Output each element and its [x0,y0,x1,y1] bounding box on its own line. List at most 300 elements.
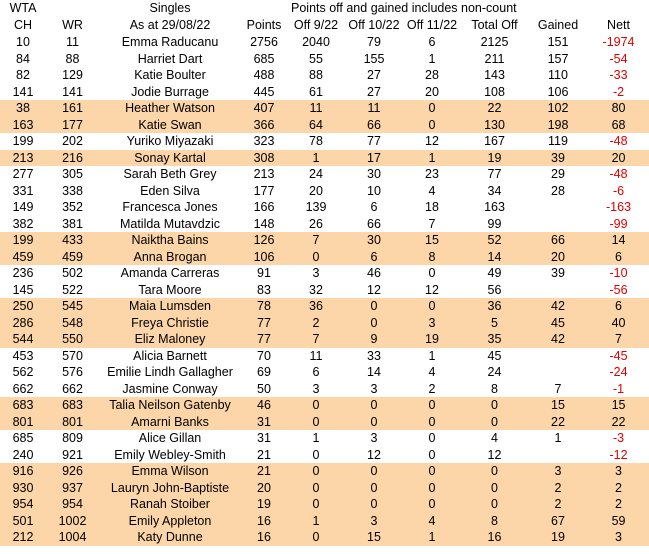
table-row [0,315,649,332]
cell-wr: 576 [62,365,83,379]
cell-player-name: Sarah Beth Grey [123,167,217,181]
cell-off-11-22: 18 [425,200,439,214]
cell-gained: 39 [551,266,565,280]
cell-off-11-22: 1 [403,150,461,167]
cell-wr: 1004 [46,529,99,546]
cell-gained: 1 [554,431,562,445]
cell-total-off: 14 [461,249,528,266]
cell-nett: -48 [609,134,628,148]
cell-off-11-22: 1 [428,348,436,363]
cell-off-10-22: 15 [345,529,403,546]
cell-player-name: Eliz Maloney [99,331,241,348]
cell-off-9-22: 0 [287,496,345,513]
cell-off-9-22: 0 [287,397,345,414]
cell-player-name: Alicia Barnett [133,348,207,363]
cell-gained: 29 [551,167,565,181]
cell-gained: 66 [528,232,588,249]
cell-off-9-22: 2 [287,315,345,332]
cell-off-10-22: 10 [367,183,381,198]
cell-player-name: Heather Watson [99,100,241,117]
cell-off-11-22: 4 [428,365,436,379]
cell-off-10-22: 79 [367,35,381,49]
cell-off-11-22: 0 [428,447,436,462]
cell-player-name: Tara Moore [138,282,202,297]
cell-off-10-22: 3 [345,513,403,530]
table-row [0,447,649,464]
cell-off-9-22: 0 [287,414,345,431]
cell-off-10-22: 11 [345,100,403,117]
cell-off-10-22: 3 [370,431,378,445]
cell-nett: -99 [609,216,628,231]
cell-nett: 22 [588,414,649,431]
header-gained: Gained [537,18,579,32]
cell-player-name: Ranah Stoiber [99,496,241,513]
cell-nett: 7 [588,331,649,348]
cell-player-name: Matilda Mutavdzic [119,216,221,231]
header-nett: Nett [607,18,630,32]
cell-off-10-22: 155 [363,51,385,66]
cell-total-off: 16 [461,529,528,546]
cell-points: 148 [253,216,275,231]
cell-ch: 382 [12,216,34,231]
header-empty [46,0,99,17]
cell-ch: 213 [0,150,46,167]
cell-points: 31 [241,414,287,431]
cell-ch: 250 [0,298,46,315]
cell-gained: 151 [547,35,569,49]
cell-nett: -2 [612,84,625,99]
cell-ch: 562 [12,365,34,379]
cell-off-11-22: 15 [403,232,461,249]
cell-gained: 15 [528,397,588,414]
table-row [0,216,649,233]
cell-off-11-22: 0 [403,298,461,315]
header-as-at: As at 29/08/22 [129,18,211,32]
cell-points: 69 [257,365,271,379]
cell-player-name: Jasmine Conway [122,381,218,396]
cell-ch: 199 [12,134,34,148]
cell-gained: 119 [548,134,568,148]
table-row [0,133,649,150]
cell-off-10-22: 66 [345,117,403,134]
cell-points: 77 [241,331,287,348]
table-row [0,199,649,216]
cell-ch: 141 [12,84,34,99]
cell-player-name: Emily Webley-Smith [114,447,226,462]
cell-total-off: 0 [461,480,528,497]
cell-gained [528,348,588,365]
cell-off-9-22: 11 [309,348,323,363]
cell-gained [528,447,588,464]
cell-points: 445 [253,84,275,99]
cell-off-9-22: 0 [287,480,345,497]
cell-total-off: 45 [487,348,502,363]
table-row [0,51,649,68]
cell-wr: 809 [62,431,83,445]
cell-off-9-22: 7 [287,232,345,249]
cell-gained: 28 [551,183,565,198]
cell-off-9-22: 61 [309,84,323,99]
cell-ch: 501 [0,513,46,530]
cell-off-11-22: 4 [403,513,461,530]
cell-ch: 453 [12,348,34,363]
cell-off-9-22: 1 [287,513,345,530]
cell-ch: 163 [0,117,46,134]
header-ch: CH [13,18,33,32]
cell-gained: 20 [528,249,588,266]
cell-off-9-22: 24 [309,167,323,181]
cell-nett: 3 [588,463,649,480]
cell-off-10-22: 14 [367,365,381,379]
cell-wr: 338 [62,183,83,198]
cell-off-11-22: 4 [428,183,436,198]
cell-ch: 286 [0,315,46,332]
cell-player-name: Sonay Kartal [99,150,241,167]
cell-off-9-22: 3 [312,381,320,396]
cell-ch: 954 [0,496,46,513]
cell-points: 83 [257,282,271,297]
cell-off-9-22: 0 [287,463,345,480]
cell-points: 323 [253,134,275,148]
cell-ch: 930 [0,480,46,497]
cell-total-off: 2125 [480,35,509,49]
cell-off-9-22: 55 [309,51,323,66]
cell-total-off: 8 [491,381,498,396]
cell-total-off: 19 [461,150,528,167]
cell-wr: 141 [62,84,83,99]
cell-total-off: 56 [487,282,502,297]
cell-off-10-22: 6 [345,249,403,266]
cell-wr: 11 [66,35,79,49]
cell-total-off: 0 [461,414,528,431]
cell-wr: 545 [46,298,99,315]
cell-points: 488 [253,68,275,82]
cell-wr: 570 [62,348,83,363]
cell-off-9-22: 26 [309,216,323,231]
cell-off-11-22: 0 [428,266,436,280]
cell-wr: 502 [62,266,83,280]
table-row [0,249,649,266]
cell-total-off: 0 [461,463,528,480]
cell-off-10-22: 0 [345,414,403,431]
cell-nett: 6 [588,249,649,266]
cell-off-9-22: 36 [287,298,345,315]
cell-off-10-22: 27 [367,68,381,82]
table-row [0,364,649,381]
cell-off-10-22: 0 [345,397,403,414]
cell-nett: -3 [612,431,625,445]
cell-off-11-22: 0 [428,431,436,445]
cell-off-11-22: 0 [403,463,461,480]
cell-off-10-22: 0 [345,298,403,315]
cell-off-9-22: 7 [287,331,345,348]
cell-wr: 433 [46,232,99,249]
cell-off-11-22: 23 [425,167,439,181]
cell-total-off: 0 [461,397,528,414]
cell-total-off: 49 [487,266,502,280]
cell-ch: 685 [12,431,34,445]
cell-wr: 1002 [46,513,99,530]
cell-off-11-22: 0 [403,414,461,431]
cell-nett: -24 [609,365,628,379]
cell-off-9-22: 0 [312,447,320,462]
cell-points: 106 [241,249,287,266]
header-off-11-22: Off 11/22 [406,18,458,32]
cell-ch: 82 [16,68,30,82]
cell-off-11-22: 1 [403,529,461,546]
cell-points: 2756 [250,35,278,49]
cell-points: 78 [241,298,287,315]
cell-gained [528,282,588,299]
cell-gained [528,199,588,216]
cell-nett: -45 [609,348,628,363]
cell-off-11-22: 7 [428,216,436,231]
cell-off-11-22: 8 [403,249,461,266]
cell-total-off: 143 [484,68,505,82]
cell-wr: 129 [62,68,83,82]
cell-gained: 198 [528,117,588,134]
cell-off-11-22: 0 [403,480,461,497]
cell-points: 308 [241,150,287,167]
cell-player-name: Yuriko Miyazaki [126,134,214,148]
cell-points: 21 [257,447,271,462]
cell-nett: -12 [609,447,628,462]
cell-off-10-22: 0 [345,480,403,497]
cell-nett: -56 [609,282,628,297]
cell-player-name: Jodie Burrage [131,84,209,99]
header-row-1 [0,0,649,17]
cell-total-off: 8 [461,513,528,530]
cell-ch: 38 [0,100,46,117]
cell-off-10-22: 3 [370,381,378,396]
cell-points: 16 [241,513,287,530]
cell-ch: 236 [12,266,34,280]
cell-off-9-22: 1 [312,431,320,445]
cell-player-name: Alice Gillan [138,431,202,445]
cell-points: 407 [241,100,287,117]
cell-off-11-22: 2 [428,381,436,396]
cell-points: 685 [253,51,275,66]
table-row [0,397,649,414]
cell-off-10-22: 0 [345,315,403,332]
cell-off-9-22: 20 [309,183,323,198]
cell-ch: 84 [16,51,30,66]
table-row [0,463,649,480]
cell-player-name: Emma Raducanu [121,35,219,49]
cell-nett: 6 [588,298,649,315]
cell-player-name: Katie Boulter [134,68,206,82]
cell-points: 91 [257,266,271,280]
cell-points: 19 [241,496,287,513]
cell-total-off: 108 [484,84,505,99]
cell-off-9-22: 2040 [302,35,330,49]
cell-ch: 212 [0,529,46,546]
cell-wr: 662 [62,381,83,396]
cell-gained: 157 [547,51,569,66]
cell-player-name: Lauryn John-Baptiste [99,480,241,497]
cell-off-11-22: 20 [425,84,439,99]
cell-gained: 110 [548,68,568,82]
header-wr: WR [62,18,83,32]
cell-total-off: 12 [487,447,502,462]
cell-nett: 15 [588,397,649,414]
cell-nett: -1974 [602,35,635,49]
cell-wr: 937 [46,480,99,497]
cell-wr: 522 [62,282,83,297]
cell-off-11-22: 1 [428,51,436,66]
cell-total-off: 77 [487,167,502,181]
cell-off-10-22: 77 [367,134,381,148]
cell-off-10-22: 6 [370,200,378,214]
header-total-off: Total Off [471,18,518,32]
cell-points: 166 [253,200,275,214]
header-row-2 [0,17,649,34]
cell-ch: 662 [12,381,34,396]
cell-gained [528,216,588,233]
cell-nett: 14 [588,232,649,249]
cell-off-10-22: 0 [345,496,403,513]
header-wta: WTA [9,1,37,15]
table-row [0,348,649,365]
cell-player-name: Emma Wilson [99,463,241,480]
cell-off-10-22: 9 [345,331,403,348]
cell-nett: -48 [609,167,628,181]
cell-total-off: 4 [491,431,498,445]
cell-total-off: 36 [461,298,528,315]
cell-points: 70 [257,348,271,363]
cell-player-name: Anna Brogan [99,249,241,266]
cell-off-9-22: 64 [287,117,345,134]
cell-total-off: 211 [484,51,505,66]
cell-ch: 277 [12,167,34,181]
table-row [0,265,649,282]
cell-nett: -54 [609,51,628,66]
cell-total-off: 0 [461,496,528,513]
cell-nett: 80 [588,100,649,117]
cell-total-off: 24 [487,365,502,379]
cell-player-name: Talia Neilson Gatenby [99,397,241,414]
cell-ch: 240 [12,447,34,462]
cell-off-10-22: 27 [367,84,381,99]
cell-off-11-22: 12 [425,134,439,148]
cell-off-11-22: 0 [403,397,461,414]
cell-gained: 19 [528,529,588,546]
cell-off-11-22: 12 [425,282,439,297]
cell-off-9-22: 11 [287,100,345,117]
table-row [0,282,649,299]
cell-wr: 202 [62,134,83,148]
table-row [0,480,649,497]
cell-gained: 39 [528,150,588,167]
cell-gained: 7 [554,381,562,396]
cell-wr: 88 [65,51,80,66]
cell-points: 213 [253,167,275,181]
cell-player-name: Eden Silva [140,183,200,198]
cell-nett: 40 [588,315,649,332]
table-row [0,331,649,348]
cell-player-name: Emilie Lindh Gallagher [107,365,233,379]
table-row [0,430,649,447]
table-row [0,232,649,249]
cell-off-11-22: 0 [403,496,461,513]
cell-gained: 106 [547,84,569,99]
cell-off-10-22: 0 [345,463,403,480]
table-row [0,166,649,183]
cell-ch: 149 [12,200,34,214]
cell-points: 366 [241,117,287,134]
cell-gained: 42 [528,331,588,348]
cell-off-10-22: 46 [367,266,381,280]
cell-total-off: 35 [461,331,528,348]
cell-off-10-22: 30 [367,167,381,181]
cell-player-name: Maia Lumsden [99,298,241,315]
cell-off-11-22: 19 [403,331,461,348]
cell-player-name: Amanda Carreras [120,266,220,280]
cell-total-off: 5 [461,315,528,332]
cell-off-10-22: 66 [367,216,381,231]
table-row [0,529,649,546]
cell-wr: 801 [46,414,99,431]
cell-gained: 22 [528,414,588,431]
cell-ch: 145 [12,282,34,297]
cell-player-name: Amarni Banks [99,414,241,431]
cell-off-11-22: 0 [403,100,461,117]
cell-player-name: Katie Swan [99,117,241,134]
cell-off-10-22: 12 [367,447,381,462]
cell-nett: -163 [606,200,632,214]
cell-wr: 459 [46,249,99,266]
table-row [0,183,649,200]
table-row [0,67,649,84]
cell-player-name: Freya Christie [99,315,241,332]
cell-gained: 42 [528,298,588,315]
cell-wr: 921 [62,447,83,462]
cell-nett: 20 [588,150,649,167]
cell-wr: 683 [46,397,99,414]
cell-nett: -6 [612,183,625,198]
cell-gained [528,364,588,381]
table-row [0,150,649,167]
cell-off-9-22: 6 [312,365,320,379]
cell-player-name: Emily Appleton [99,513,241,530]
cell-off-11-22: 3 [403,315,461,332]
table-row [0,513,649,530]
header-points: Points [246,18,282,32]
cell-off-10-22: 17 [345,150,403,167]
cell-gained: 102 [528,100,588,117]
cell-nett: -10 [609,266,628,280]
cell-player-name: Katy Dunne [99,529,241,546]
cell-off-9-22: 0 [287,529,345,546]
cell-ch: 331 [12,183,34,198]
table-row [0,34,649,51]
header-singles: Singles [149,1,191,15]
table-row [0,496,649,513]
cell-nett: -1 [612,381,625,396]
cell-off-10-22: 30 [345,232,403,249]
cell-total-off: 167 [484,134,505,148]
table-row [0,381,649,398]
cell-off-11-22: 28 [425,68,439,82]
table-row [0,117,649,134]
cell-off-11-22: 6 [428,35,436,49]
cell-total-off: 130 [461,117,528,134]
table-row [0,414,649,431]
header-empty [241,0,287,17]
cell-off-10-22: 12 [367,282,381,297]
cell-off-9-22: 3 [312,266,320,280]
cell-gained: 67 [528,513,588,530]
